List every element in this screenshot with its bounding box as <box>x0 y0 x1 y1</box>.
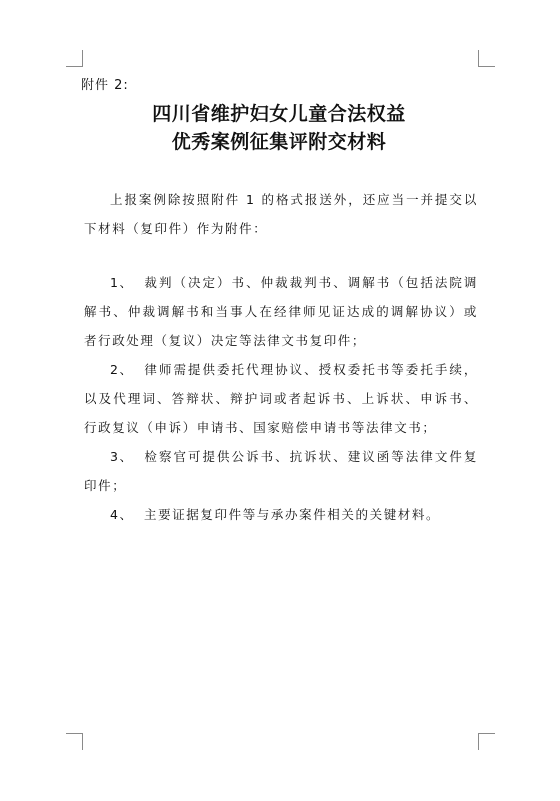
list-item <box>84 355 478 442</box>
crop-mark-top-left <box>66 50 83 67</box>
list-item <box>84 500 478 529</box>
list-item-number: 2、 <box>110 362 134 377</box>
crop-mark-bottom-left <box>66 733 83 750</box>
list-item <box>84 268 478 355</box>
list-item-number: 1、 <box>110 275 134 290</box>
list-item-text: 律师需提供委托代理协议、授权委托书等委托手续，以及代理词、答辩状、辩护词或者起诉书、上诉状、申诉书、行政复议（申诉）申请书、国家赔偿申请书等法律文书； <box>84 362 478 435</box>
intro-paragraph: 上报案例除按照附件 1 的格式报送外，还应当一并提交以下材料（复印件）作为附件： <box>84 192 478 236</box>
list-item-number: 3、 <box>110 449 134 464</box>
document-title-line-2: 优秀案例征集评附交材料 <box>171 131 387 153</box>
list-item-text: 主要证据复印件等与承办案件相关的关键材料。 <box>144 507 441 522</box>
list-item-text: 检察官可提供公诉书、抗诉状、建议函等法律文件复印件； <box>84 449 478 493</box>
list-item-text: 裁判（决定）书、仲裁裁判书、调解书（包括法院调解书、仲裁调解书和当事人在经律师见证达成的调解协议）或者行政处理（复议）决定等法律文书复印件； <box>84 275 478 348</box>
list-item-number: 4、 <box>110 507 134 522</box>
list-item <box>84 442 478 500</box>
document-title-line-1: 四川省维护妇女儿童合法权益 <box>152 103 406 125</box>
crop-mark-top-right <box>478 50 495 67</box>
attachment-label: 附件 2: <box>81 78 129 93</box>
crop-mark-bottom-right <box>478 733 495 750</box>
materials-list <box>84 268 478 529</box>
